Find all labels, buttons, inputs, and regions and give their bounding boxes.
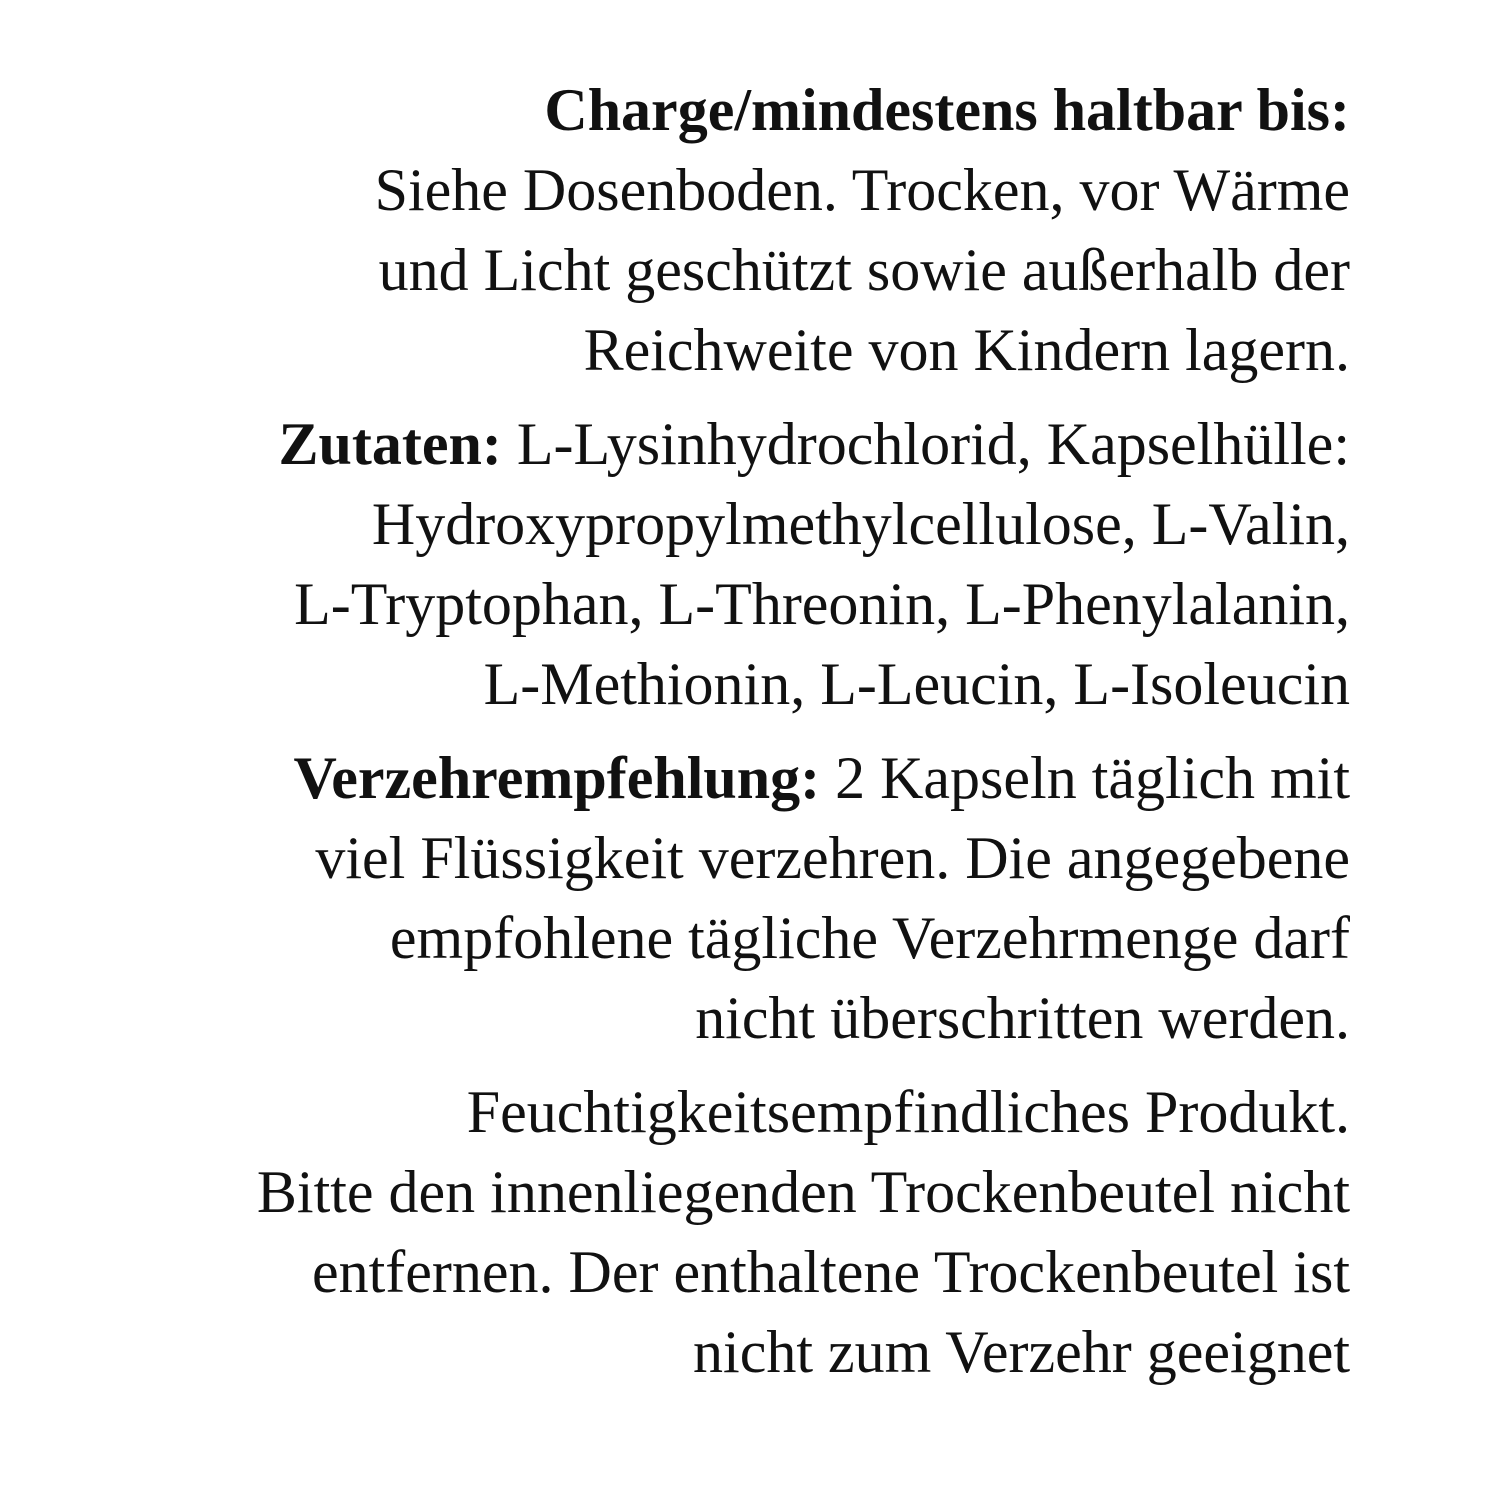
notice-section (50, 1072, 1350, 1392)
storage-line-1: Siehe Dosenboden. Trocken, vor Wärme (374, 157, 1350, 223)
ingredients-line-4: L-Methionin, L-Leucin, L-Isoleucin (483, 651, 1350, 717)
storage-heading: Charge/mindestens haltbar bis: (544, 77, 1350, 143)
notice-line-2: Bitte den innenliegenden Trockenbeutel nicht (256, 1159, 1350, 1225)
ingredients-line-1 (50, 404, 1350, 484)
storage-line-3: Reichweite von Kindern lagern. (583, 317, 1350, 383)
notice-line-3: entfernen. Der enthaltene Trockenbeutel ist (312, 1239, 1350, 1305)
product-label-text (50, 70, 1350, 1392)
ingredients-line-3: L-Tryptophan, L-Threonin, L-Phenylalanin, (294, 571, 1350, 637)
section-gap (50, 724, 1350, 738)
ingredients-line-2: Hydroxypropylmethylcellulose, L-Valin, (371, 491, 1350, 557)
storage-section (50, 70, 1350, 390)
dosage-label: Verzehrempfehlung: (293, 745, 821, 811)
notice-line-1: Feuchtigkeitsempfindliches Produkt. (466, 1079, 1350, 1145)
dosage-section (50, 738, 1350, 1058)
dosage-first-line-text: 2 Kapseln täglich mit (820, 745, 1350, 811)
dosage-line-4: nicht überschritten werden. (695, 985, 1350, 1051)
dosage-line-3: empfohlene tägliche Verzehrmenge darf (389, 905, 1350, 971)
storage-line-2: und Licht geschützt sowie außerhalb der (378, 237, 1350, 303)
notice-line-4: nicht zum Verzehr geeignet (693, 1319, 1350, 1385)
ingredients-label: Zutaten: (278, 411, 502, 477)
section-gap (50, 1058, 1350, 1072)
ingredients-section (50, 404, 1350, 724)
dosage-line-1 (50, 738, 1350, 818)
section-gap (50, 390, 1350, 404)
dosage-line-2: viel Flüssigkeit verzehren. Die angegebene (315, 825, 1350, 891)
ingredients-first-line-text: L-Lysinhydrochlorid, Kapselhülle: (501, 411, 1350, 477)
